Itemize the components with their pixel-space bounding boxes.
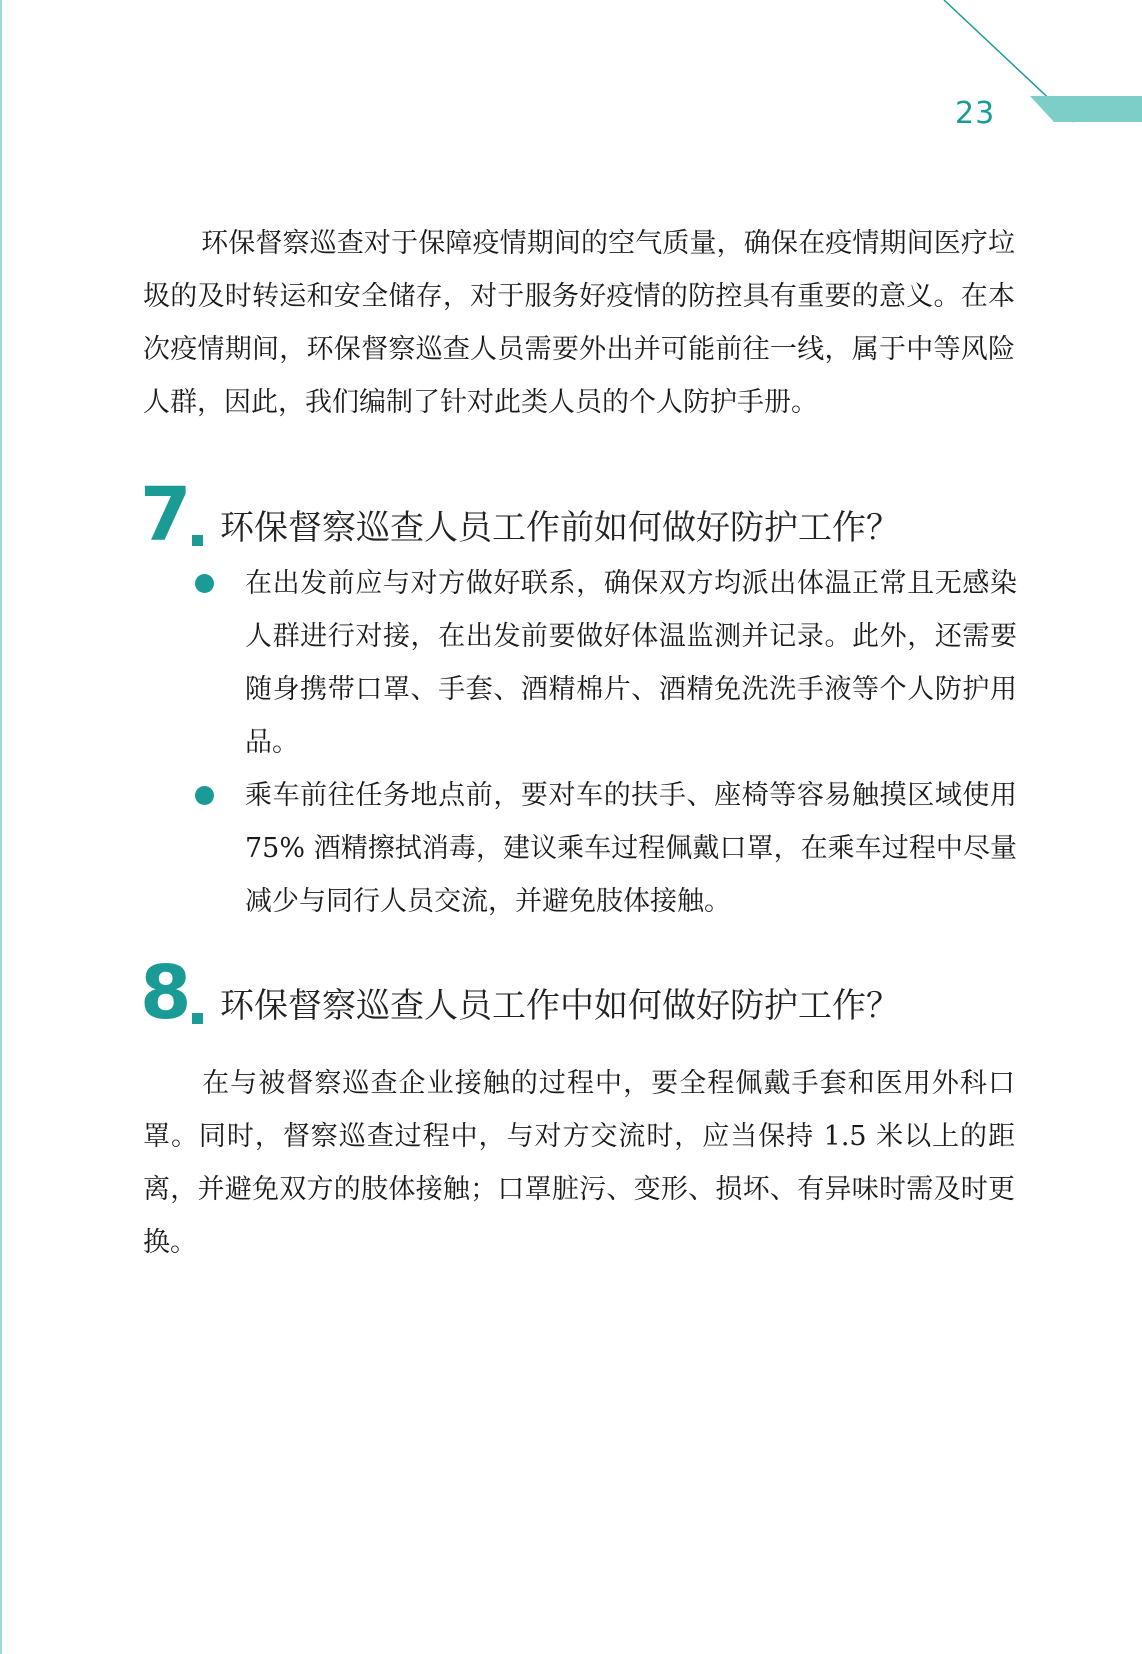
page-number: 23: [955, 96, 996, 131]
section-8-number: 8: [140, 950, 192, 1036]
section-7-number: 7: [140, 472, 192, 558]
section-8-text: 在与被督察巡查企业接触的过程中，要全程佩戴手套和医用外科口罩。同时，督察巡查过程中，与对方交流时，应当保持 1.5 米以上的距离，并避免双方的肢体接触；口罩脏污、变形、损坏、有异味时需及时更换。: [143, 1068, 1015, 1258]
section-8-title: 环保督察巡查人员工作中如何做好防护工作？: [220, 986, 900, 1026]
list-item: [195, 557, 1017, 769]
section-7-title: 环保督察巡查人员工作前如何做好防护工作？: [220, 508, 900, 548]
section-8-paragraph: [143, 1057, 1015, 1269]
section-7-dot: [192, 535, 203, 546]
bullet-icon: [195, 786, 214, 805]
bullet-icon: [195, 574, 214, 593]
intro-text: 环保督察巡查对于保障疫情期间的空气质量，确保在疫情期间医疗垃圾的及时转运和安全储存，对于服务好疫情的防控具有重要的意义。在本次疫情期间，环保督察巡查人员需要外出并可能前往一线，属于中等风险人群，因此，我们编制了针对此类人员的个人防护手册。: [143, 228, 1015, 418]
intro-paragraph: [143, 217, 1015, 429]
section-7-bullets: [195, 557, 1017, 928]
list-item: [195, 769, 1017, 928]
section-7-heading: [140, 472, 1040, 558]
bullet-text: 在出发前应与对方做好联系，确保双方均派出体温正常且无感染人群进行对接，在出发前要做好体温监测并记录。此外，还需要随身携带口罩、手套、酒精棉片、酒精免洗洗手液等个人防护用品。: [245, 568, 1017, 758]
bullet-text: 乘车前往任务地点前，要对车的扶手、座椅等容易触摸区域使用 75% 酒精擦拭消毒，建议乘车过程佩戴口罩，在乘车过程中尽量减少与同行人员交流，并避免肢体接触。: [245, 780, 1017, 917]
section-8-heading: [140, 950, 1040, 1036]
section-8-dot: [192, 1013, 203, 1024]
page-left-edge: [0, 0, 2, 1654]
